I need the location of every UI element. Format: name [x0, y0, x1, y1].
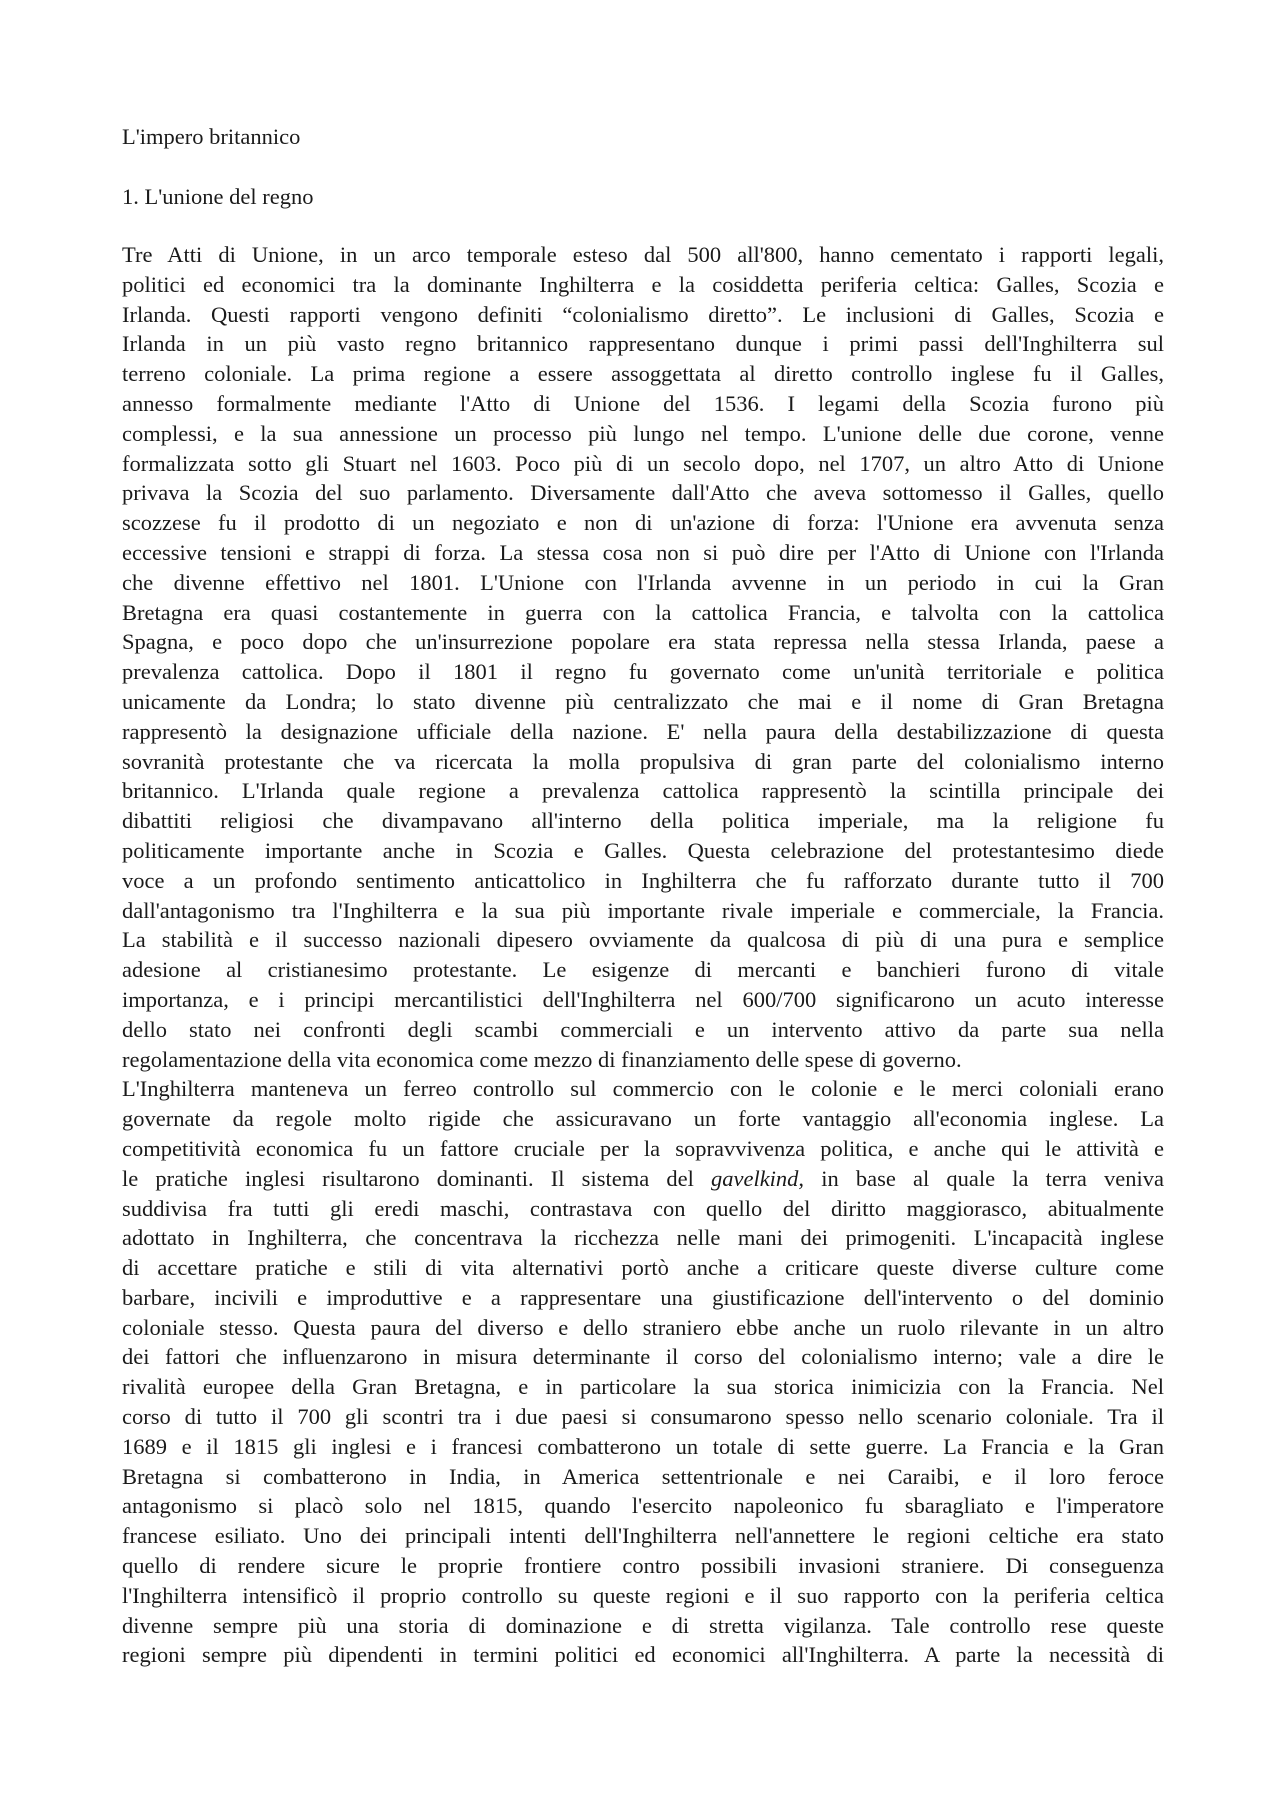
text-line: competitività economica fu un fattore cruciale per la sopravvivenza politica, e anche qui le attività e — [122, 1135, 1164, 1161]
section-heading: 1. L'unione del regno — [122, 184, 314, 209]
text-line: antagonismo si placò solo nel 1815, quando l'esercito napoleonico fu sbaragliato e l'imperatore — [122, 1493, 1164, 1519]
text-line: barbare, incivili e improduttive e a rappresentare una giustificazione dell'intervento o del dominio — [122, 1284, 1164, 1310]
text-line: rivalità europee della Gran Bretagna, e in particolare la sua storica inimicizia con la Francia. Nel — [122, 1374, 1164, 1400]
text-line: dall'antagonismo tra l'Inghilterra e la sua più importante rivale imperiale e commerciale, la Francia. — [122, 897, 1164, 923]
text-line: britannico. L'Irlanda quale regione a prevalenza cattolica rappresentò la scintilla principale dei — [122, 778, 1164, 804]
text-line: dello stato nei confronti degli scambi commerciali e un intervento attivo da parte sua nella — [122, 1016, 1164, 1042]
text-line: Irlanda in un più vasto regno britannico rappresentano dunque i primi passi dell'Inghilterra sul — [122, 331, 1164, 357]
text-line: dei fattori che influenzarono in misura determinante il corso del colonialismo interno; vale a dire le — [122, 1344, 1164, 1370]
text-line: regolamentazione della vita economica come mezzo di finanziamento delle spese di governo. — [122, 1046, 962, 1072]
text-line: formalizzata sotto gli Stuart nel 1603. Poco più di un secolo dopo, nel 1707, un altro Atto di Unione — [122, 450, 1164, 476]
text-line: Spagna, e poco dopo che un'insurrezione popolare era stata repressa nella stessa Irlanda, paese a — [122, 629, 1164, 655]
text-line: complessi, e la sua annessione un processo più lungo nel tempo. L'unione delle due corone, venne — [122, 420, 1164, 446]
document-title: L'impero britannico — [122, 124, 301, 149]
text-line: suddivisa fra tutti gli eredi maschi, contrastava con quello del diritto maggiorasco, abitualmente — [122, 1195, 1164, 1221]
text-line: voce a un profondo sentimento anticattolico in Inghilterra che fu rafforzato durante tutto il 700 — [122, 867, 1164, 893]
text-line: La stabilità e il successo nazionali dipesero ovviamente da qualcosa di più di una pura e semplice — [122, 927, 1164, 953]
text-line: Tre Atti di Unione, in un arco temporale esteso dal 500 all'800, hanno cementato i rapporti legali, — [122, 242, 1164, 267]
text-line: sovranità protestante che va ricercata la molla propulsiva di gran parte del colonialismo interno — [122, 748, 1164, 774]
text-line: che divenne effettivo nel 1801. L'Unione con l'Irlanda avvenne in un periodo in cui la Gran — [122, 569, 1164, 595]
text-line-gavelkind — [122, 1164, 1164, 1194]
text-line: prevalenza cattolica. Dopo il 1801 il regno fu governato come un'unità territoriale e politica — [122, 659, 1164, 685]
text-fragment: le pratiche inglesi risultarono dominanti. Il sistema del — [122, 1165, 711, 1191]
text-line: unicamente da Londra; lo stato divenne più centralizzato che mai e il nome di Gran Bretagna — [122, 688, 1164, 714]
italic-term: gavelkind, — [710, 1165, 805, 1191]
text-line: eccessive tensioni e strappi di forza. La stessa cosa non si può dire per l'Atto di Unione con l'Irlanda — [122, 539, 1164, 565]
text-line: dibattiti religiosi che divampavano all'interno della politica imperiale, ma la religione fu — [122, 808, 1164, 834]
text-line: regioni sempre più dipendenti in termini politici ed economici all'Inghilterra. A parte la necessità di — [122, 1642, 1164, 1668]
text-line: adottato in Inghilterra, che concentrava la ricchezza nelle mani dei primogeniti. L'incapacità inglese — [122, 1225, 1164, 1251]
text-line: politici ed economici tra la dominante Inghilterra e la cosiddetta periferia celtica: Galles, Scozia e — [122, 271, 1164, 297]
text-line: L'Inghilterra manteneva un ferreo controllo sul commercio con le colonie e le merci coloniali erano — [122, 1076, 1164, 1102]
text-line: rappresentò la designazione ufficiale della nazione. E' nella paura della destabilizzazione di questa — [122, 718, 1164, 744]
text-line: privava la Scozia del suo parlamento. Diversamente dall'Atto che aveva sottomesso il Galles, quello — [122, 480, 1164, 506]
text-line: scozzese fu il prodotto di un negoziato e non di un'azione di forza: l'Unione era avvenuta senza — [122, 510, 1164, 536]
text-line: annesso formalmente mediante l'Atto di Unione del 1536. I legami della Scozia furono più — [122, 390, 1164, 416]
text-line: coloniale stesso. Questa paura del diverso e dello straniero ebbe anche un ruolo rilevante in un altro — [122, 1314, 1164, 1340]
text-line: terreno coloniale. La prima regione a essere assoggettata al diretto controllo inglese fu il Galles, — [122, 361, 1164, 387]
text-line: 1689 e il 1815 gli inglesi e i francesi combatterono un totale di sette guerre. La Francia e la Gran — [122, 1433, 1164, 1459]
text-line: importanza, e i principi mercantilistici dell'Inghilterra nel 600/700 significarono un acuto interesse — [122, 986, 1164, 1012]
text-line: divenne sempre più una storia di dominazione e di stretta vigilanza. Tale controllo rese queste — [122, 1612, 1164, 1638]
text-line: Bretagna si combatterono in India, in America settentrionale e nei Caraibi, e il loro feroce — [122, 1463, 1164, 1489]
text-line: politicamente importante anche in Scozia e Galles. Questa celebrazione del protestantesimo diede — [122, 837, 1164, 863]
text-line: francese esiliato. Uno dei principali intenti dell'Inghilterra nell'annettere le regioni celtiche era stato — [122, 1523, 1164, 1549]
text-line: Irlanda. Questi rapporti vengono definiti “colonialismo diretto”. Le inclusioni di Galles, Scozia e — [122, 301, 1164, 327]
text-fragment: in base al quale la terra veniva — [804, 1165, 1164, 1191]
document-content — [122, 122, 1164, 1670]
text-line: quello di rendere sicure le proprie frontiere contro possibili invasioni straniere. Di conseguenza — [122, 1553, 1164, 1579]
text-line: governate da regole molto rigide che assicuravano un forte vantaggio all'economia inglese. La — [122, 1106, 1164, 1132]
text-line: l'Inghilterra intensificò il proprio controllo su queste regioni e il suo rapporto con la periferia celtica — [122, 1582, 1164, 1608]
body-paragraph — [122, 240, 1164, 1670]
text-line: di accettare pratiche e stili di vita alternativi portò anche a criticare queste diverse culture come — [122, 1255, 1164, 1281]
text-line: adesione al cristianesimo protestante. Le esigenze di mercanti e banchieri furono di vitale — [122, 957, 1164, 983]
text-line: Bretagna era quasi costantemente in guerra con la cattolica Francia, e talvolta con la cattolica — [122, 599, 1164, 625]
text-line: corso di tutto il 700 gli scontri tra i due paesi si consumarono spesso nello scenario coloniale. Tra il — [122, 1404, 1164, 1430]
